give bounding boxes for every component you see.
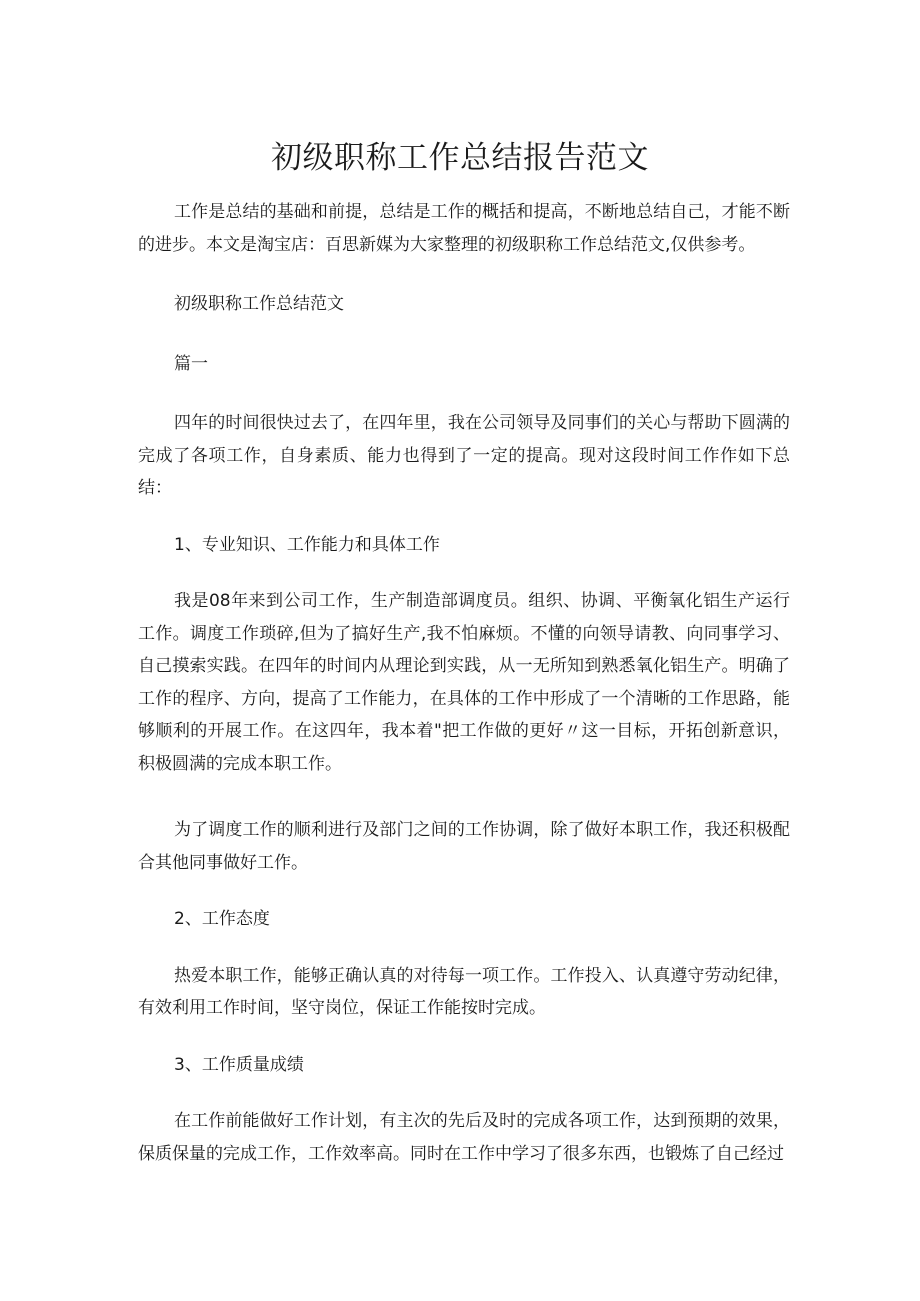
- body-paragraph: 四年的时间很快过去了，在四年里，我在公司领导及同事们的关心与帮助下圆满的完成了各项工作，自身素质、能力也得到了一定的提高。现对这段时间工作作如下总结：: [138, 413, 790, 498]
- body-paragraph: 我是08年来到公司工作，生产制造部调度员。组织、协调、平衡氧化铝生产运行工作。调度工作琐碎,但为了搞好生产,我不怕麻烦。不懂的向领导请教、向同事学习、自己摸索实践。在四年的时间内从理论到实践，从一无所知到熟悉氧化铝生产。明确了工作的程序、方向，提高了工作能力，在具体的工作中形成了一个清晰的工作思路，能够顺利的开展工作。在这四年，我本着"把工作做的更好〃这一目标，开拓创新意识，积极圆满的完成本职工作。: [138, 591, 790, 774]
- document-title: 初级职称工作总结报告范文: [271, 140, 649, 176]
- body-paragraph: 在工作前能做好工作计划，有主次的先后及时的完成各项工作，达到预期的效果，保质保量的完成工作，工作效率高。同时在工作中学习了很多东西，也锻炼了自己经过: [138, 1111, 790, 1164]
- body-paragraph: 为了调度工作的顺利进行及部门之间的工作协调，除了做好本职工作，我还积极配合其他同事做好工作。: [138, 820, 790, 873]
- intro-paragraph: 工作是总结的基础和前提，总结是工作的概括和提高，不断地总结自己，才能不断的进步。本文是淘宝店：百思新媒为大家整理的初级职称工作总结范文,仅供参考。: [138, 202, 790, 255]
- section-heading-2: 2、工作态度: [174, 909, 270, 929]
- document-body: [138, 196, 790, 1170]
- section-heading-3: 3、工作质量成绩: [174, 1054, 304, 1075]
- body-paragraph: 热爱本职工作，能够正确认真的对待每一项工作。工作投入、认真遵守劳动纪律，有效利用工作时间，坚守岗位，保证工作能按时完成。: [138, 965, 790, 1018]
- chapter-heading: 篇一: [174, 353, 208, 374]
- subtitle-heading: 初级职称工作总结范文: [174, 294, 344, 314]
- section-heading-1: 1、专业知识、工作能力和具体工作: [174, 534, 440, 555]
